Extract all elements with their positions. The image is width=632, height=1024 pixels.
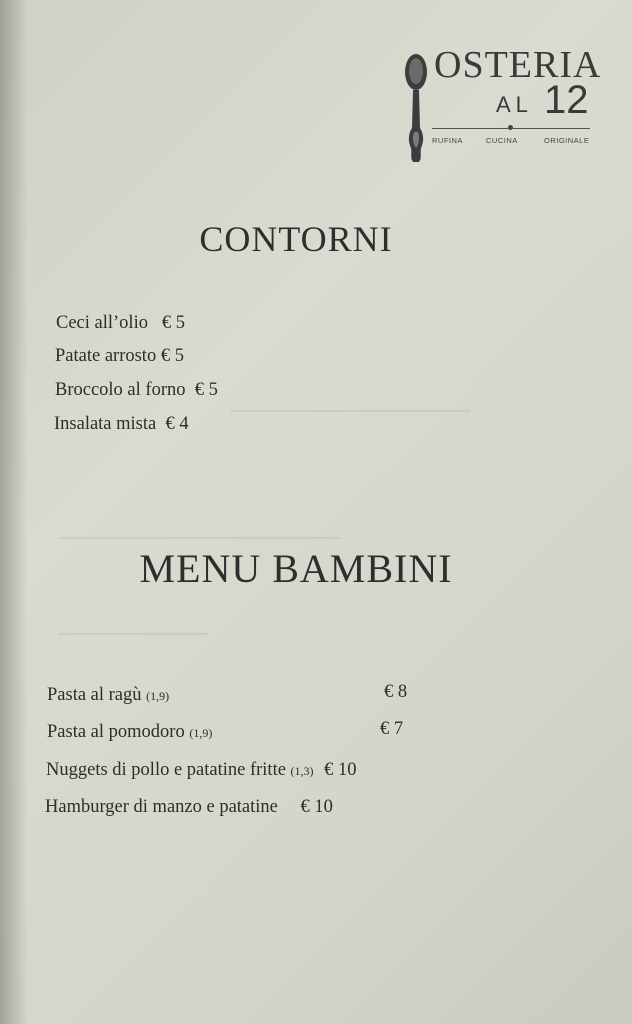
contorni-item: Ceci all’olio € 5 xyxy=(56,313,185,333)
bambini-item xyxy=(47,686,169,705)
bambini-item xyxy=(46,761,357,780)
bambini-item-price: € 10 xyxy=(300,797,333,817)
bambini-item-price: € 8 xyxy=(384,682,408,702)
bambini-item-name: Nuggets di pollo e patatine fritte xyxy=(46,760,286,780)
logo-dot xyxy=(508,125,513,130)
bambini-item-name: Pasta al pomodoro xyxy=(47,722,185,742)
contorni-item: Insalata mista € 4 xyxy=(54,414,189,434)
logo-tag-rufina: RUFINA xyxy=(432,136,463,145)
bambini-item-price: € 10 xyxy=(324,760,357,780)
section-title-contorni: CONTORNI xyxy=(199,219,393,259)
page-binding-shadow xyxy=(0,0,28,1024)
logo-al-text: AL xyxy=(496,92,533,117)
contorni-item: Broccolo al forno € 5 xyxy=(55,380,218,400)
logo-number: 12 xyxy=(544,78,589,122)
logo-osteria-text: OSTERIA xyxy=(434,44,602,86)
show-through-mark xyxy=(230,410,470,412)
bambini-item-price: € 7 xyxy=(380,719,404,739)
bambini-item-name: Pasta al ragù xyxy=(47,685,142,705)
section-title-menu-bambini: MENU BAMBINI xyxy=(139,546,453,591)
bambini-item xyxy=(45,798,333,817)
bambini-item xyxy=(47,723,212,742)
show-through-mark xyxy=(60,537,340,539)
show-through-mark xyxy=(58,633,208,635)
bambini-item-allergens: (1,9) xyxy=(146,689,170,703)
spoon-icon xyxy=(398,50,438,165)
bambini-item-allergens: (1,9) xyxy=(189,726,213,740)
bambini-item-name: Hamburger di manzo e patatine xyxy=(45,797,278,817)
logo-tag-originale: ORIGINALE xyxy=(544,136,590,145)
osteria-logo xyxy=(398,40,602,170)
contorni-item: Patate arrosto € 5 xyxy=(55,346,184,366)
bambini-item-allergens: (1,3) xyxy=(290,764,314,778)
logo-tag-cucina: CUCINA xyxy=(486,136,518,145)
